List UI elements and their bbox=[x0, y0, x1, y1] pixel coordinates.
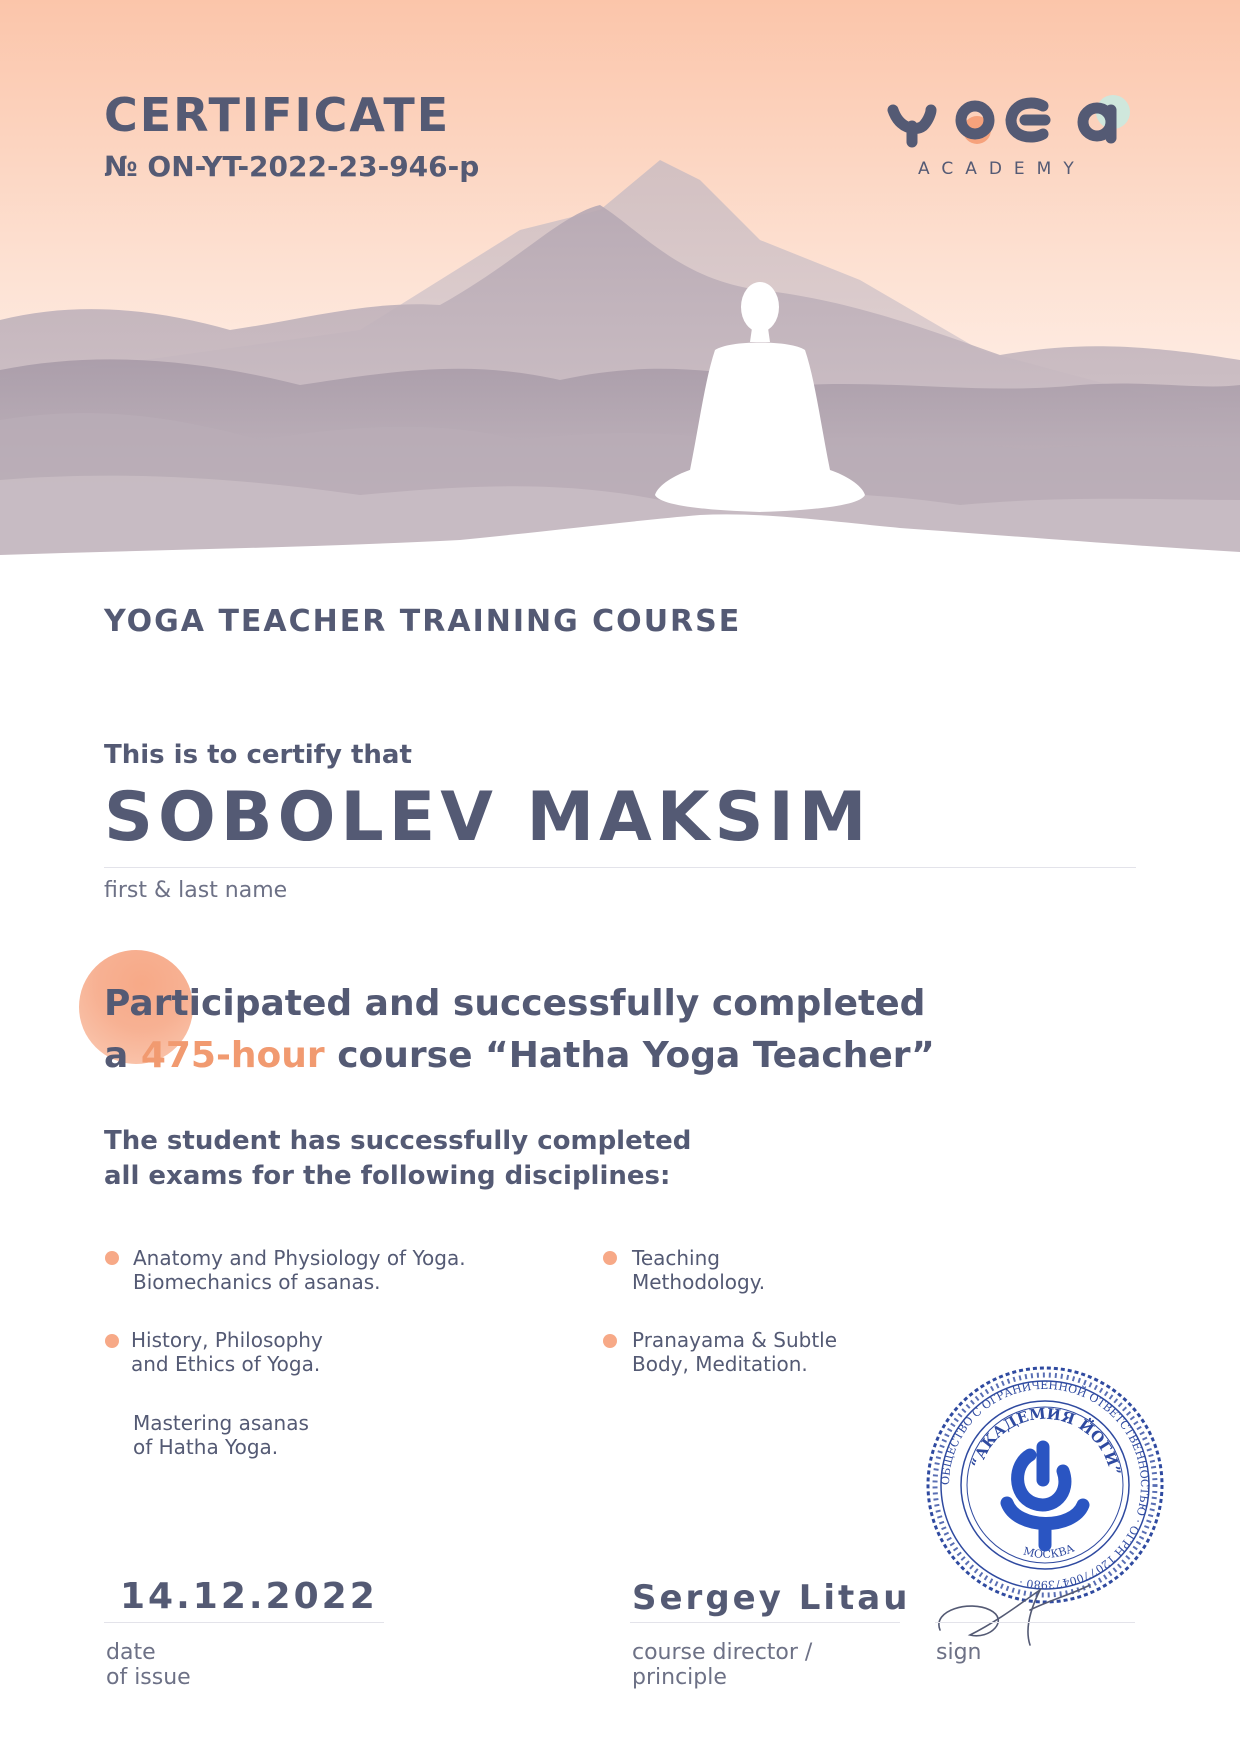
discipline-line: Methodology. bbox=[632, 1270, 766, 1294]
discipline-line: of Hatha Yoga. bbox=[133, 1435, 279, 1459]
certify-intro: This is to certify that bbox=[104, 740, 412, 770]
date-caption bbox=[106, 1640, 191, 1690]
name-underline bbox=[104, 867, 1136, 868]
course-director-name: Sergey Litau bbox=[632, 1578, 911, 1618]
sign-caption: sign bbox=[936, 1640, 982, 1665]
discipline-line: Mastering asanas bbox=[133, 1411, 309, 1435]
discipline-item bbox=[133, 1246, 466, 1294]
discipline-line: Teaching bbox=[632, 1246, 720, 1270]
date-caption-line: of issue bbox=[106, 1665, 191, 1690]
date-underline bbox=[104, 1622, 384, 1623]
course-title: YOGA TEACHER TRAINING COURSE bbox=[104, 604, 742, 639]
director-underline bbox=[630, 1622, 900, 1623]
discipline-item bbox=[632, 1246, 765, 1294]
seal-inner-text: “АКАДЕМИЯ ЙОГИ” bbox=[967, 1404, 1125, 1477]
bullet-icon bbox=[105, 1334, 119, 1348]
issue-date: 14.12.2022 bbox=[120, 1576, 378, 1617]
signature bbox=[930, 1540, 1100, 1650]
completion-suffix: course “Hatha Yoga Teacher” bbox=[324, 1035, 935, 1076]
completion-statement bbox=[104, 978, 935, 1082]
discipline-line: Anatomy and Physiology of Yoga. bbox=[133, 1246, 466, 1270]
recipient-name: SOBOLEV MAKSIM bbox=[104, 778, 872, 857]
bullet-icon bbox=[603, 1334, 617, 1348]
mountain-landscape-illustration bbox=[0, 0, 1240, 570]
completion-prefix: a bbox=[104, 1035, 141, 1076]
logo-subtitle: ACADEMY bbox=[918, 159, 1086, 179]
certificate-number: № ON-YT-2022-23-946-p bbox=[104, 150, 480, 183]
director-caption bbox=[632, 1640, 812, 1690]
exams-line-2: all exams for the following disciplines: bbox=[104, 1161, 671, 1191]
seal-city: МОСКВА bbox=[1021, 1541, 1077, 1562]
course-hours: 475-hour bbox=[140, 1035, 325, 1076]
discipline-line: Body, Meditation. bbox=[632, 1352, 808, 1376]
discipline-item bbox=[131, 1328, 323, 1376]
discipline-line: and Ethics of Yoga. bbox=[131, 1352, 321, 1376]
discipline-item bbox=[632, 1328, 837, 1376]
seal-outer-text: ОБЩЕСТВО С ОГРАНИЧЕННОЙ ОТВЕТСТВЕННОСТЬЮ · ОГРН 1207700473980 · bbox=[938, 1378, 1152, 1592]
bullet-icon bbox=[105, 1251, 119, 1265]
discipline-line: Biomechanics of asanas. bbox=[133, 1270, 381, 1294]
director-caption-line: course director / bbox=[632, 1640, 813, 1665]
discipline-line: History, Philosophy bbox=[131, 1328, 323, 1352]
completion-line-2 bbox=[104, 1030, 935, 1082]
name-caption: first & last name bbox=[104, 878, 288, 903]
date-caption-line: date bbox=[106, 1640, 156, 1665]
certificate-title: CERTIFICATE bbox=[104, 88, 451, 142]
discipline-item bbox=[133, 1411, 309, 1459]
sign-underline bbox=[935, 1622, 1135, 1623]
bullet-icon bbox=[603, 1251, 617, 1265]
exams-statement bbox=[104, 1124, 724, 1194]
director-caption-line: principle bbox=[632, 1665, 727, 1690]
discipline-line: Pranayama & Subtle bbox=[632, 1328, 838, 1352]
completion-line-1: Participated and successfully completed bbox=[104, 983, 926, 1024]
exams-line-1: The student has successfully completed bbox=[104, 1126, 692, 1156]
